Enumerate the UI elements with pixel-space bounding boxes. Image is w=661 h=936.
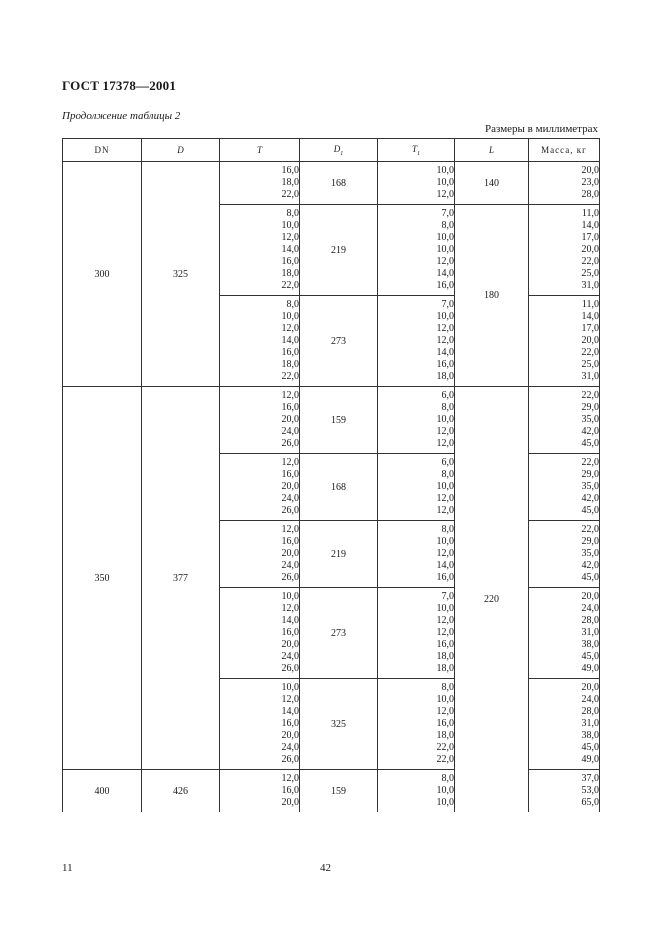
value-t1: 10,0	[436, 481, 454, 492]
cell-t1	[378, 296, 455, 387]
value-t1: 8,0	[441, 220, 454, 231]
value-mass: 49,0	[581, 754, 599, 765]
value-t1: 18,0	[436, 651, 454, 662]
value-t: 12,0	[281, 232, 299, 243]
cell-d: 426	[142, 770, 220, 813]
cell-t	[220, 770, 300, 813]
cell-mass	[529, 205, 600, 296]
value-t1: 12,0	[436, 323, 454, 334]
value-t: 10,0	[281, 220, 299, 231]
cell-mass	[529, 679, 600, 770]
value-t: 12,0	[281, 457, 299, 468]
value-t: 10,0	[281, 682, 299, 693]
value-mass: 24,0	[581, 694, 599, 705]
value-t1: 10,0	[436, 536, 454, 547]
value-t: 24,0	[281, 493, 299, 504]
value-t: 20,0	[281, 797, 299, 808]
value-mass: 35,0	[581, 548, 599, 559]
cell-dn: 350	[63, 387, 142, 770]
value-t: 12,0	[281, 694, 299, 705]
value-t: 14,0	[281, 615, 299, 626]
value-t: 16,0	[281, 627, 299, 638]
value-mass: 31,0	[581, 627, 599, 638]
cell-t1	[378, 387, 455, 454]
value-t: 14,0	[281, 335, 299, 346]
cell-dn: 400	[63, 770, 142, 813]
value-mass: 29,0	[581, 469, 599, 480]
value-mass: 22,0	[581, 390, 599, 401]
value-t1: 12,0	[436, 627, 454, 638]
value-t: 22,0	[281, 280, 299, 291]
value-t: 20,0	[281, 548, 299, 559]
value-t1: 10,0	[436, 603, 454, 614]
header-t: T	[220, 139, 300, 162]
cell-d1: 325	[300, 679, 378, 770]
value-t: 26,0	[281, 754, 299, 765]
document-title: ГОСТ 17378—2001	[62, 78, 177, 93]
value-t1: 8,0	[441, 682, 454, 693]
value-t: 16,0	[281, 402, 299, 413]
value-mass: 25,0	[581, 268, 599, 279]
page-number-center: 42	[320, 862, 331, 874]
value-mass: 35,0	[581, 414, 599, 425]
value-t1: 18,0	[436, 663, 454, 674]
cell-t1	[378, 454, 455, 521]
value-t: 18,0	[281, 359, 299, 370]
cell-t1	[378, 588, 455, 679]
value-t: 24,0	[281, 742, 299, 753]
value-t1: 8,0	[441, 773, 454, 784]
cell-t	[220, 521, 300, 588]
header-d: D	[142, 139, 220, 162]
value-mass: 28,0	[581, 189, 599, 200]
value-mass: 45,0	[581, 438, 599, 449]
value-t1: 16,0	[436, 639, 454, 650]
value-t: 26,0	[281, 572, 299, 583]
value-t: 8,0	[286, 299, 299, 310]
value-mass: 22,0	[581, 347, 599, 358]
value-t: 26,0	[281, 663, 299, 674]
value-mass: 23,0	[581, 177, 599, 188]
cell-t	[220, 296, 300, 387]
value-mass: 14,0	[581, 311, 599, 322]
value-t: 16,0	[281, 469, 299, 480]
value-mass: 11,0	[581, 208, 599, 219]
value-t1: 10,0	[436, 311, 454, 322]
header-d1	[300, 139, 378, 162]
cell-t	[220, 205, 300, 296]
value-t1: 22,0	[436, 754, 454, 765]
header-dn: DN	[63, 139, 142, 162]
value-t1: 8,0	[441, 402, 454, 413]
value-t: 20,0	[281, 639, 299, 650]
value-mass: 42,0	[581, 560, 599, 571]
cell-mass	[529, 296, 600, 387]
value-mass: 22,0	[581, 524, 599, 535]
value-t: 16,0	[281, 536, 299, 547]
value-mass: 29,0	[581, 536, 599, 547]
value-mass: 38,0	[581, 730, 599, 741]
value-t: 20,0	[281, 414, 299, 425]
value-mass: 28,0	[581, 706, 599, 717]
value-mass: 17,0	[581, 232, 599, 243]
value-t1: 6,0	[441, 390, 454, 401]
cell-mass	[529, 387, 600, 454]
cell-mass	[529, 770, 600, 813]
value-mass: 53,0	[581, 785, 599, 796]
value-t1: 10,0	[436, 244, 454, 255]
cell-d: 325	[142, 162, 220, 387]
value-t1: 12,0	[436, 548, 454, 559]
value-t: 14,0	[281, 706, 299, 717]
value-t1: 16,0	[436, 572, 454, 583]
value-t1: 10,0	[436, 177, 454, 188]
cell-l: 140	[455, 162, 529, 205]
table-caption: Продолжение таблицы 2	[62, 110, 181, 122]
value-t: 22,0	[281, 189, 299, 200]
value-t1: 12,0	[436, 256, 454, 267]
cell-dn: 300	[63, 162, 142, 387]
value-mass: 31,0	[581, 280, 599, 291]
value-mass: 17,0	[581, 323, 599, 334]
value-t: 8,0	[286, 208, 299, 219]
value-mass: 29,0	[581, 402, 599, 413]
cell-mass	[529, 521, 600, 588]
value-t: 16,0	[281, 256, 299, 267]
value-t: 20,0	[281, 481, 299, 492]
cell-t1	[378, 679, 455, 770]
cell-l: 180	[455, 205, 529, 387]
units-note: Размеры в миллиметрах	[485, 123, 598, 135]
value-t1: 7,0	[441, 299, 454, 310]
cell-t1	[378, 162, 455, 205]
value-t1: 7,0	[441, 591, 454, 602]
value-mass: 20,0	[581, 335, 599, 346]
value-mass: 65,0	[581, 797, 599, 808]
value-t1: 12,0	[436, 615, 454, 626]
value-t: 18,0	[281, 177, 299, 188]
value-t1: 8,0	[441, 524, 454, 535]
value-t1: 12,0	[436, 438, 454, 449]
header-t1-subscript: 1	[417, 150, 420, 157]
cell-t1	[378, 770, 455, 813]
value-mass: 45,0	[581, 742, 599, 753]
value-mass: 28,0	[581, 615, 599, 626]
value-mass: 45,0	[581, 505, 599, 516]
cell-d1: 219	[300, 521, 378, 588]
value-t1: 8,0	[441, 469, 454, 480]
cell-d1: 159	[300, 770, 378, 813]
value-t1: 12,0	[436, 505, 454, 516]
value-mass: 37,0	[581, 773, 599, 784]
header-row	[63, 139, 600, 162]
cell-t	[220, 588, 300, 679]
value-t1: 14,0	[436, 560, 454, 571]
value-t: 10,0	[281, 591, 299, 602]
value-t1: 18,0	[436, 730, 454, 741]
cell-mass	[529, 454, 600, 521]
value-t1: 7,0	[441, 208, 454, 219]
cell-t	[220, 679, 300, 770]
value-t: 16,0	[281, 165, 299, 176]
value-t1: 16,0	[436, 280, 454, 291]
cell-t1	[378, 205, 455, 296]
value-mass: 42,0	[581, 493, 599, 504]
cell-d: 377	[142, 387, 220, 770]
value-t: 12,0	[281, 524, 299, 535]
value-t1: 14,0	[436, 268, 454, 279]
value-t1: 14,0	[436, 347, 454, 358]
value-mass: 14,0	[581, 220, 599, 231]
value-t: 12,0	[281, 323, 299, 334]
cell-mass	[529, 588, 600, 679]
cell-t1	[378, 521, 455, 588]
cell-mass	[529, 162, 600, 205]
value-t1: 22,0	[436, 742, 454, 753]
value-t1: 16,0	[436, 359, 454, 370]
header-d1-subscript: 1	[340, 150, 344, 157]
value-t1: 10,0	[436, 694, 454, 705]
cell-d1: 168	[300, 162, 378, 205]
value-mass: 42,0	[581, 426, 599, 437]
value-t1: 18,0	[436, 371, 454, 382]
value-t: 10,0	[281, 311, 299, 322]
value-mass: 20,0	[581, 682, 599, 693]
cell-d1: 159	[300, 387, 378, 454]
value-t1: 10,0	[436, 232, 454, 243]
cell-d1: 168	[300, 454, 378, 521]
value-t: 18,0	[281, 268, 299, 279]
value-t1: 12,0	[436, 335, 454, 346]
table-row	[63, 387, 600, 454]
value-t: 22,0	[281, 371, 299, 382]
header-mass: Масса, кг	[529, 139, 600, 162]
cell-t	[220, 454, 300, 521]
header-t1-letter: T	[411, 143, 417, 154]
value-mass: 49,0	[581, 663, 599, 674]
value-t1: 12,0	[436, 426, 454, 437]
value-mass: 31,0	[581, 371, 599, 382]
value-t: 24,0	[281, 426, 299, 437]
value-t: 24,0	[281, 651, 299, 662]
value-mass: 11,0	[581, 299, 599, 310]
value-mass: 20,0	[581, 165, 599, 176]
value-t: 12,0	[281, 603, 299, 614]
cell-d1: 273	[300, 296, 378, 387]
value-t: 12,0	[281, 773, 299, 784]
value-t: 12,0	[281, 390, 299, 401]
page-number-left: 11	[62, 862, 73, 874]
value-t: 16,0	[281, 785, 299, 796]
value-t1: 10,0	[436, 785, 454, 796]
value-t: 26,0	[281, 505, 299, 516]
cell-l: 220	[455, 387, 529, 813]
value-mass: 38,0	[581, 639, 599, 650]
value-t: 14,0	[281, 244, 299, 255]
cell-t	[220, 387, 300, 454]
value-t1: 10,0	[436, 797, 454, 808]
header-t1	[378, 139, 455, 162]
header-d1-letter: D	[333, 143, 341, 154]
value-mass: 20,0	[581, 244, 599, 255]
value-t1: 12,0	[436, 493, 454, 504]
value-mass: 20,0	[581, 591, 599, 602]
value-mass: 25,0	[581, 359, 599, 370]
value-mass: 24,0	[581, 603, 599, 614]
value-mass: 31,0	[581, 718, 599, 729]
value-mass: 35,0	[581, 481, 599, 492]
cell-d1: 219	[300, 205, 378, 296]
dimensions-table	[62, 138, 600, 812]
value-t: 16,0	[281, 347, 299, 358]
value-t1: 6,0	[441, 457, 454, 468]
value-t: 26,0	[281, 438, 299, 449]
value-t: 24,0	[281, 560, 299, 571]
value-mass: 45,0	[581, 572, 599, 583]
table-row	[63, 162, 600, 205]
value-mass: 22,0	[581, 457, 599, 468]
value-t: 16,0	[281, 718, 299, 729]
value-t1: 12,0	[436, 189, 454, 200]
value-t1: 16,0	[436, 718, 454, 729]
value-t: 20,0	[281, 730, 299, 741]
value-t1: 10,0	[436, 414, 454, 425]
cell-d1: 273	[300, 588, 378, 679]
value-t1: 10,0	[436, 165, 454, 176]
cell-t	[220, 162, 300, 205]
value-t1: 12,0	[436, 706, 454, 717]
value-mass: 45,0	[581, 651, 599, 662]
value-mass: 22,0	[581, 256, 599, 267]
header-l: L	[455, 139, 529, 162]
